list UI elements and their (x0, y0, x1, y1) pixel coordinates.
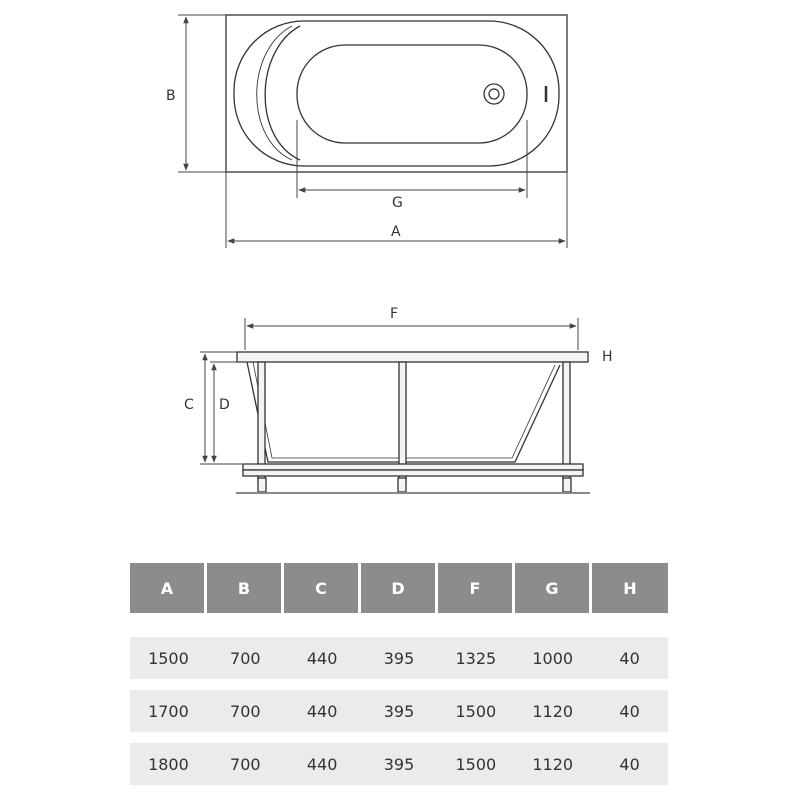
cell-c: 440 (306, 701, 338, 721)
cell-g: 1120 (532, 754, 574, 774)
header-f: F (438, 563, 512, 613)
tub-inner-rim (234, 21, 559, 166)
cell-b: 700 (230, 754, 261, 774)
cell-g: 1120 (532, 701, 574, 721)
cell-d: 395 (383, 648, 415, 668)
label-c: C (184, 397, 194, 413)
table-row (130, 743, 668, 785)
table-header (130, 563, 668, 613)
cell-f: 1325 (455, 648, 497, 668)
dimensions-table (130, 563, 668, 785)
cell-a: 1700 (148, 701, 189, 721)
dimension-f (245, 318, 578, 350)
drain-outer (484, 84, 504, 104)
label-g: G (392, 195, 403, 211)
cell-h: 40 (619, 701, 640, 721)
header-h: H (592, 563, 668, 613)
header-d: D (361, 563, 435, 613)
label-d: D (219, 397, 230, 413)
cell-f: 1500 (455, 754, 497, 774)
cell-c: 440 (306, 648, 338, 668)
tub-rim (237, 352, 588, 362)
header-b: B (207, 563, 281, 613)
cell-c: 440 (306, 754, 338, 774)
label-a: A (391, 224, 401, 240)
top-view (226, 15, 567, 172)
cell-h: 40 (619, 754, 640, 774)
dimension-b (178, 15, 226, 172)
header-g: G (515, 563, 589, 613)
table-row (130, 637, 668, 679)
label-b: B (166, 88, 176, 104)
cell-b: 700 (230, 701, 261, 721)
cell-f: 1500 (455, 701, 497, 721)
table-row (130, 690, 668, 732)
cell-g: 1000 (532, 648, 574, 668)
cell-b: 700 (230, 648, 261, 668)
cell-a: 1500 (148, 648, 189, 668)
cell-h: 40 (619, 648, 640, 668)
tub-basin (297, 45, 527, 143)
tub-frame (243, 362, 583, 492)
side-view (236, 352, 590, 493)
cell-d: 395 (383, 754, 415, 774)
cell-a: 1800 (148, 754, 189, 774)
dimension-g (297, 120, 527, 198)
dimension-d (210, 362, 250, 462)
cell-d: 395 (383, 701, 415, 721)
label-f: F (390, 306, 399, 322)
header-a: A (130, 563, 204, 613)
header-c: C (284, 563, 358, 613)
label-h: H (602, 349, 613, 365)
drain-inner (489, 89, 499, 99)
tub-outer-rim (226, 15, 567, 172)
